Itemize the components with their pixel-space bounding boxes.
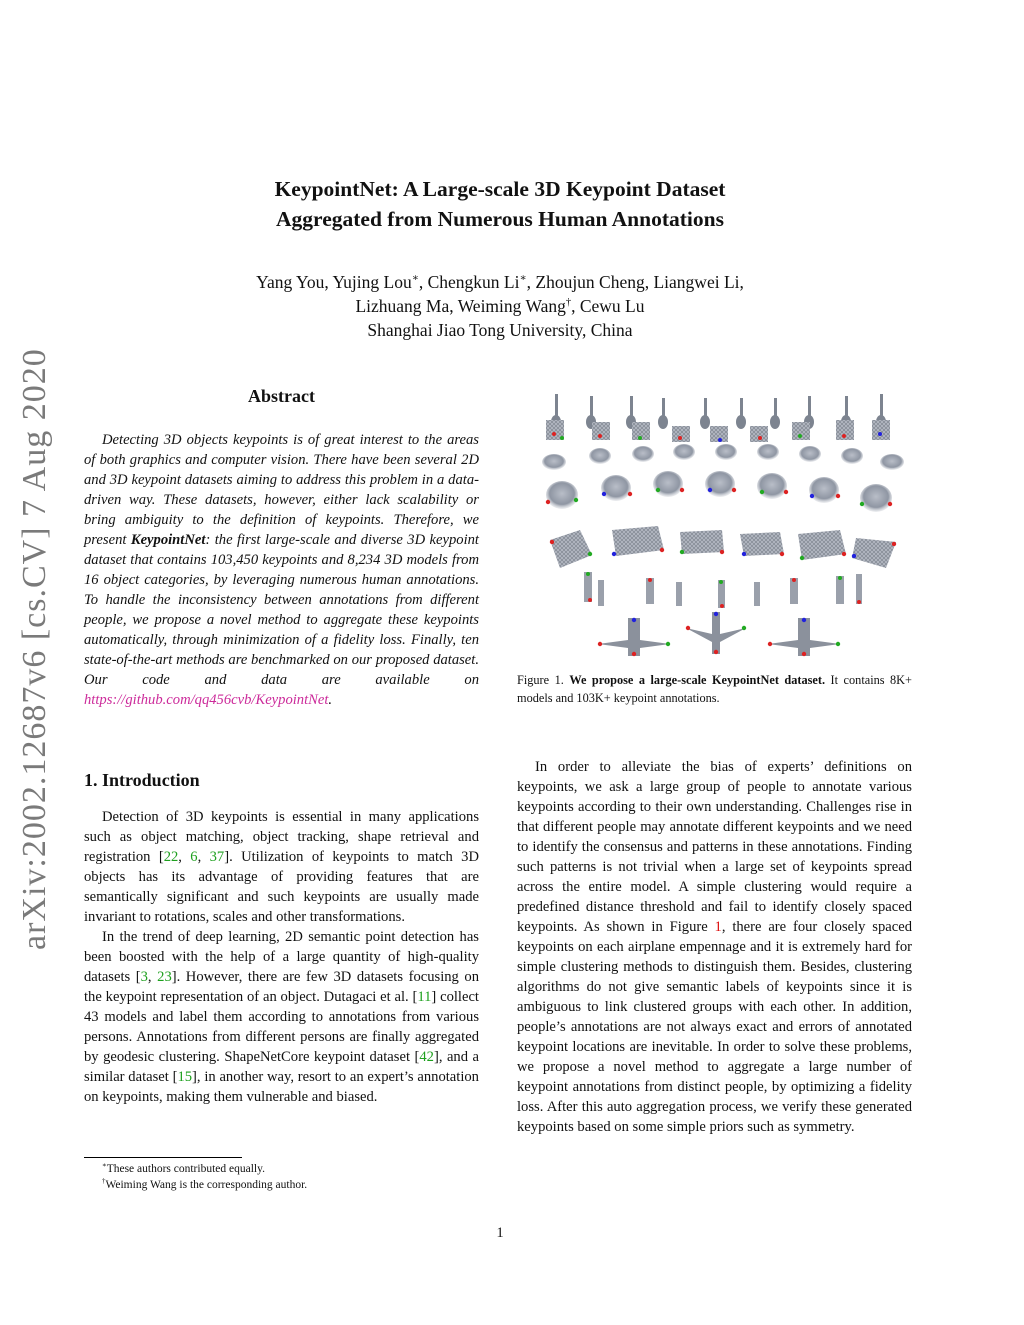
citation[interactable]: 23 bbox=[157, 969, 172, 985]
citation[interactable]: 11 bbox=[417, 989, 432, 1005]
citation[interactable]: 15 bbox=[177, 1069, 193, 1085]
citation[interactable]: 6 bbox=[190, 849, 198, 865]
footnote-divider bbox=[84, 1157, 242, 1158]
arxiv-stamp: arXiv:2002.12687v6 [cs.CV] 7 Aug 2020 bbox=[16, 348, 53, 950]
abstract-heading: Abstract bbox=[248, 386, 315, 406]
citation[interactable]: 3 bbox=[140, 969, 148, 985]
row-helmets bbox=[546, 471, 892, 512]
authors-line-1: Yang You, Yujing Lou∗, Chengkun Li∗, Zhoujun Cheng, Liangwei Li, bbox=[256, 272, 744, 292]
row-tables bbox=[550, 526, 896, 568]
intro-paragraph-2: In the trend of deep learning, 2D semantic point detection has been boosted with the help of a large quantity of high-quality datasets [3, 23]. However, there are few 3D datasets focusing on the keypoint representation of an object. Dutagaci et al. [11] collect 43 models and label them according to annotations from various persons. Annotations from different persons are finally aggregated by geodesic clustering. ShapeNetCore keypoint dataset [42], and a similar dataset [15], in another way, resort to an expert’s annotation on keypoints, making them vulnerable and biased. bbox=[84, 929, 479, 1105]
right-column-text bbox=[517, 757, 912, 1137]
authors-line-2: Lizhuang Ma, Weiming Wang†, Cewu Lu bbox=[355, 296, 645, 316]
row-chairs bbox=[546, 420, 890, 442]
footnote-2: †Weiming Wang is the corresponding author. bbox=[102, 1178, 308, 1191]
footnotes bbox=[84, 1161, 479, 1193]
row-small-objects bbox=[584, 572, 862, 608]
author-block bbox=[150, 270, 850, 342]
affiliation: Shanghai Jiao Tong University, China bbox=[367, 320, 633, 340]
figure-1-image bbox=[540, 390, 910, 658]
row-caps bbox=[542, 444, 904, 470]
title-line-2: Aggregated from Numerous Human Annotations bbox=[276, 207, 724, 231]
section-heading-introduction: 1. Introduction bbox=[84, 770, 200, 790]
footnote-1: ∗These authors contributed equally. bbox=[102, 1162, 265, 1175]
introduction-text bbox=[84, 807, 479, 1107]
paper-title bbox=[150, 174, 850, 234]
title-line-1: KeypointNet: A Large-scale 3D Keypoint Dataset bbox=[274, 177, 726, 201]
figure-1-caption: Figure 1. We propose a large-scale KeypointNet dataset. It contains 8K+ models and 103K+ keypoint annotations. bbox=[517, 673, 912, 705]
figure-reference[interactable]: 1 bbox=[714, 919, 722, 935]
citation[interactable]: 42 bbox=[419, 1049, 434, 1065]
abstract-text: Detecting 3D objects keypoints is of great interest to the areas of both graphics and computer vision. There have been several 2D and 3D keypoint datasets aiming to address this problem in a data-driven way. These datasets, however, either lack scalability or bring ambiguity to the definition of keypoints. Therefore, we present KeypointNet: the first large-scale and diverse 3D keypoint dataset that contains 103,450 keypoints and 8,234 3D models from 16 object categories, by leveraging numerous human annotations. To handle the inconsistency between annotations from different people, we propose a novel method to aggregate these keypoints automatically, through minimization of a fidelity loss. Finally, ten state-of-the-art methods are benchmarked on our proposed dataset. Our code and data are available on https://github.com/qq456cvb/KeypointNet. bbox=[84, 432, 479, 708]
page-number: 1 bbox=[496, 1225, 504, 1241]
citation[interactable]: 37 bbox=[209, 849, 225, 865]
github-link[interactable]: https://github.com/qq456cvb/KeypointNet bbox=[84, 692, 329, 708]
citation[interactable]: 22 bbox=[163, 849, 179, 865]
right-paragraph-1: In order to alleviate the bias of experts’ definitions on keypoints, we ask a large group of people to annotate various keypoints according to their own understanding. Challenges rise in that different people may annotate different keypoints and we need to identify the consensus and patterns in these annotations. Finding such patterns is not trivial when a large set of keypoints spread across the entire model. A simple clustering would require a predefined distance threshold and fail to identify closely spaced keypoints. As shown in Figure 1, there are four closely spaced keypoints on each airplane empennage and it is extremely hard for simple clustering methods to distinguish them. Besides, clustering algorithms do not give semantic labels of keypoints since it is ambiguous to link clustered groups with each other. In addition, people’s annotations are not always exact and errors of annotated keypoint locations are inevitable. In order to solve these problems, we propose a novel method to aggregate a large number of keypoint annotations from distinct people, by optimizing a fidelity loss. After this auto aggregation process, we verify these generated keypoints based on some simple priors such as symmetry. bbox=[517, 759, 912, 1135]
intro-paragraph-1: Detection of 3D keypoints is essential in many applications such as object matching, object tracking, shape retrieval and registration [22, 6, 37]. Utilization of keypoints to match 3D objects has its advantage of providing features that are semantically significant and such keypoints are usually made invariant to rotations, scales and other transformations. bbox=[84, 809, 480, 925]
